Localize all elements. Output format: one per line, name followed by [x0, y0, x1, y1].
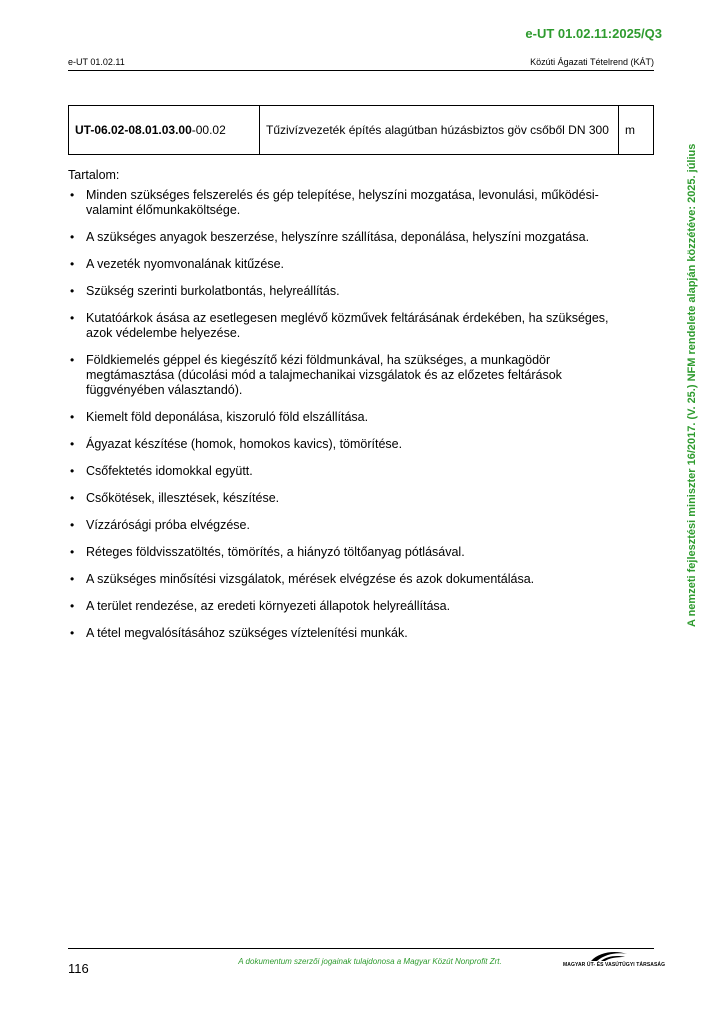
bullet-icon: • [70, 257, 75, 271]
bullet-icon: • [70, 311, 75, 325]
content-item-text: Ágyazat készítése (homok, homokos kavics), tömörítése. [86, 437, 403, 451]
content-item-text: A terület rendezése, az eredeti környezeti állapotok helyreállítása. [86, 599, 451, 613]
content-item [68, 572, 638, 587]
header-divider [68, 70, 654, 71]
content-item [68, 437, 638, 452]
bullet-icon: • [70, 464, 75, 478]
item-code-cell [69, 106, 260, 155]
content-list [68, 188, 638, 653]
content-item-text: Vízzárósági próba elvégzése. [86, 518, 250, 532]
content-item-text: Csőkötések, illesztések, készítése. [86, 491, 280, 505]
bullet-icon: • [70, 230, 75, 244]
content-item-text: Csőfektetés idomokkal együtt. [86, 464, 253, 478]
content-item-text: A szükséges minősítési vizsgálatok, mérések elvégzése és azok dokumentálása. [86, 572, 535, 586]
item-code-bold: UT-06.02-08.01.03.00 [75, 123, 192, 137]
page-number: 116 [68, 961, 89, 976]
bullet-icon: • [70, 353, 75, 367]
copyright-notice: A dokumentum szerzői jogainak tulajdonosa a Magyar Közút Nonprofit Zrt. [238, 957, 502, 966]
item-unit: m [619, 106, 654, 155]
bullet-icon: • [70, 284, 75, 298]
content-item-text: Kutatóárkok ásása az esetlegesen meglévő közművek feltárásának érdekében, ha szükséges, azok védelembe helyezése. [86, 311, 609, 340]
content-item-text: Szükség szerinti burkolatbontás, helyreállítás. [86, 284, 340, 298]
content-item [68, 626, 638, 641]
logo-text: MAGYAR ÚT- ÉS VASÚTÜGYI TÁRSASÁG [563, 962, 666, 968]
header-right-title: Közúti Ágazati Tételrend (KÁT) [530, 57, 654, 67]
content-item [68, 464, 638, 479]
bullet-icon: • [70, 188, 75, 202]
item-table [68, 105, 654, 155]
content-item-text: Földkiemelés géppel és kiegészítő kézi földmunkával, ha szükséges, a munkagödör megtámasztása (dúcolási mód a talajmechanikai vizsgálatok és az előzetes feltárások függvényében választandó). [86, 353, 562, 397]
content-item [68, 311, 638, 341]
item-row [69, 106, 654, 155]
content-item [68, 599, 638, 614]
bullet-icon: • [70, 545, 75, 559]
item-code-suffix: -00.02 [191, 123, 226, 137]
content-item [68, 410, 638, 425]
content-item-text: A szükséges anyagok beszerzése, helyszínre szállítása, deponálása, helyszíni mozgatása. [86, 230, 590, 244]
document-code: e-UT 01.02.11:2025/Q3 [525, 26, 662, 41]
content-item-text: Réteges földvisszatöltés, tömörítés, a hiányzó töltőanyag pótlásával. [86, 545, 465, 559]
content-item [68, 188, 638, 218]
content-item [68, 491, 638, 506]
content-item [68, 518, 638, 533]
publication-side-note: A nemzeti fejlesztési miniszter 16/2017. (V. 25.) NFM rendelete alapján közzétéve: 2025. július [686, 143, 698, 627]
content-label: Tartalom: [68, 168, 120, 182]
society-logo [563, 950, 666, 974]
logo-swoosh-icon [589, 950, 629, 962]
content-item [68, 230, 638, 245]
content-item [68, 257, 638, 272]
item-description: Tűzivízvezeték építés alagútban húzásbiztos göv csőből DN 300 [260, 106, 619, 155]
content-item-text: Kiemelt föld deponálása, kiszoruló föld elszállítása. [86, 410, 369, 424]
content-item [68, 545, 638, 560]
bullet-icon: • [70, 491, 75, 505]
footer-divider [68, 948, 654, 949]
bullet-icon: • [70, 410, 75, 424]
content-item-text: A tétel megvalósításához szükséges víztelenítési munkák. [86, 626, 408, 640]
content-item [68, 284, 638, 299]
header-left-code: e-UT 01.02.11 [68, 57, 125, 67]
content-item-text: A vezeték nyomvonalának kitűzése. [86, 257, 285, 271]
bullet-icon: • [70, 518, 75, 532]
bullet-icon: • [70, 572, 75, 586]
bullet-icon: • [70, 599, 75, 613]
bullet-icon: • [70, 437, 75, 451]
content-item-text: Minden szükséges felszerelés és gép telepítése, helyszíni mozgatása, levonulási, működési- valamint élőmunkaköltsége. [86, 188, 599, 217]
bullet-icon: • [70, 626, 75, 640]
content-item [68, 353, 638, 398]
